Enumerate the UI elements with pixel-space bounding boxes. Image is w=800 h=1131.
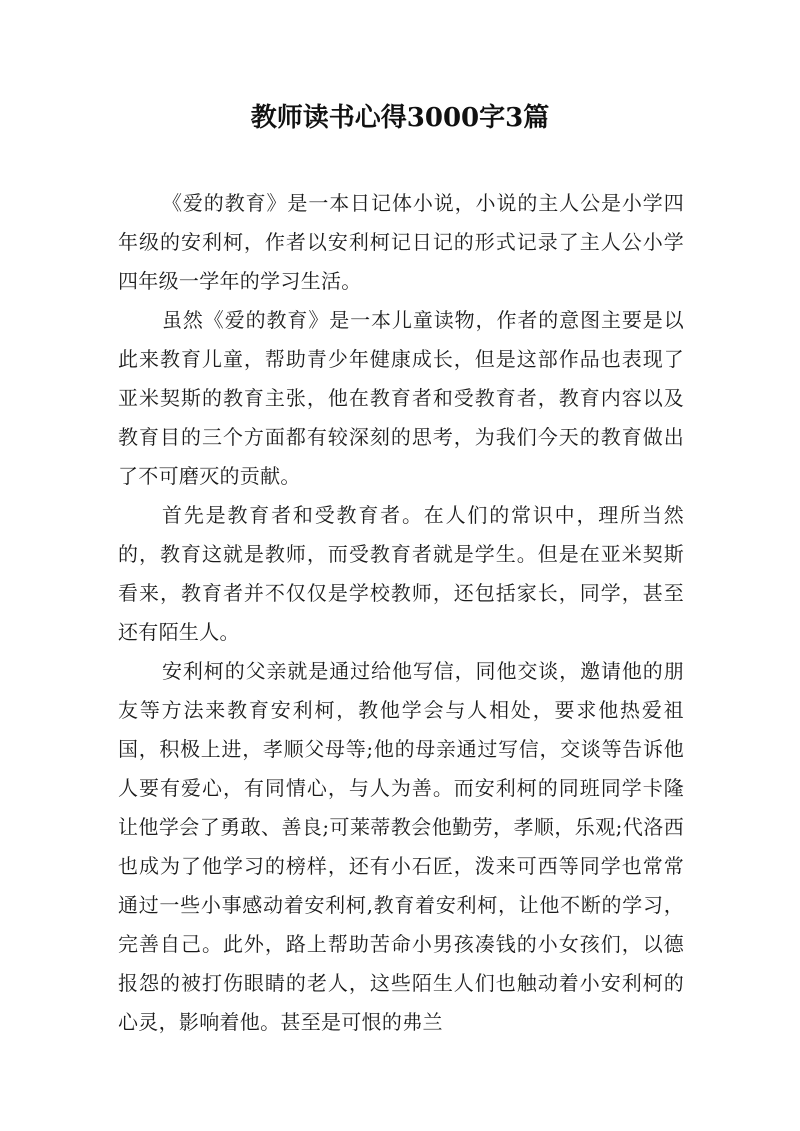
- document-title: 教师读书心得3000字3篇: [250, 103, 550, 133]
- paragraph-1: 《爱的教育》是一本日记体小说，小说的主人公是小学四年级的安利柯，作者以安利柯记日记的形式记录了主人公小学四年级一学年的学习生活。: [118, 191, 684, 293]
- paragraph-2: 虽然《爱的教育》是一本儿童读物，作者的意图主要是以此来教育儿童，帮助青少年健康成长，但是这部作品也表现了亚米契斯的教育主张，他在教育者和受教育者，教育内容以及教育目的三个方面都有较深刻的思考，为我们今天的教育做出了不可磨灭的贡献。: [118, 308, 684, 488]
- paragraph-3: 首先是教育者和受教育者。在人们的常识中，理所当然的，教育这就是教师，而受教育者就是学生。但是在亚米契斯看来，教育者并不仅仅是学校教师，还包括家长，同学，甚至还有陌生人。: [118, 503, 684, 644]
- document-body: [118, 184, 684, 1042]
- paragraph-4: 安利柯的父亲就是通过给他写信，同他交谈，邀请他的朋友等方法来教育安利柯，教他学会与人相处，要求他热爱祖国，积极上进，孝顺父母等;他的母亲通过写信，交谈等告诉他人要有爱心，有同情心，与人为善。而安利柯的同班同学卡隆让他学会了勇敢、善良;可莱蒂教会他勤劳，孝顺，乐观;代洛西也成为了他学习的榜样，还有小石匠，泼来可西等同学也常常通过一些小事感动着安利柯,教育着安利柯，让他不断的学习，完善自己。此外，路上帮助苦命小男孩凑钱的小女孩们，以德报怨的被打伤眼睛的老人，这些陌生人们也触动着小安利柯的心灵，影响着他。甚至是可恨的弗兰: [118, 659, 684, 1034]
